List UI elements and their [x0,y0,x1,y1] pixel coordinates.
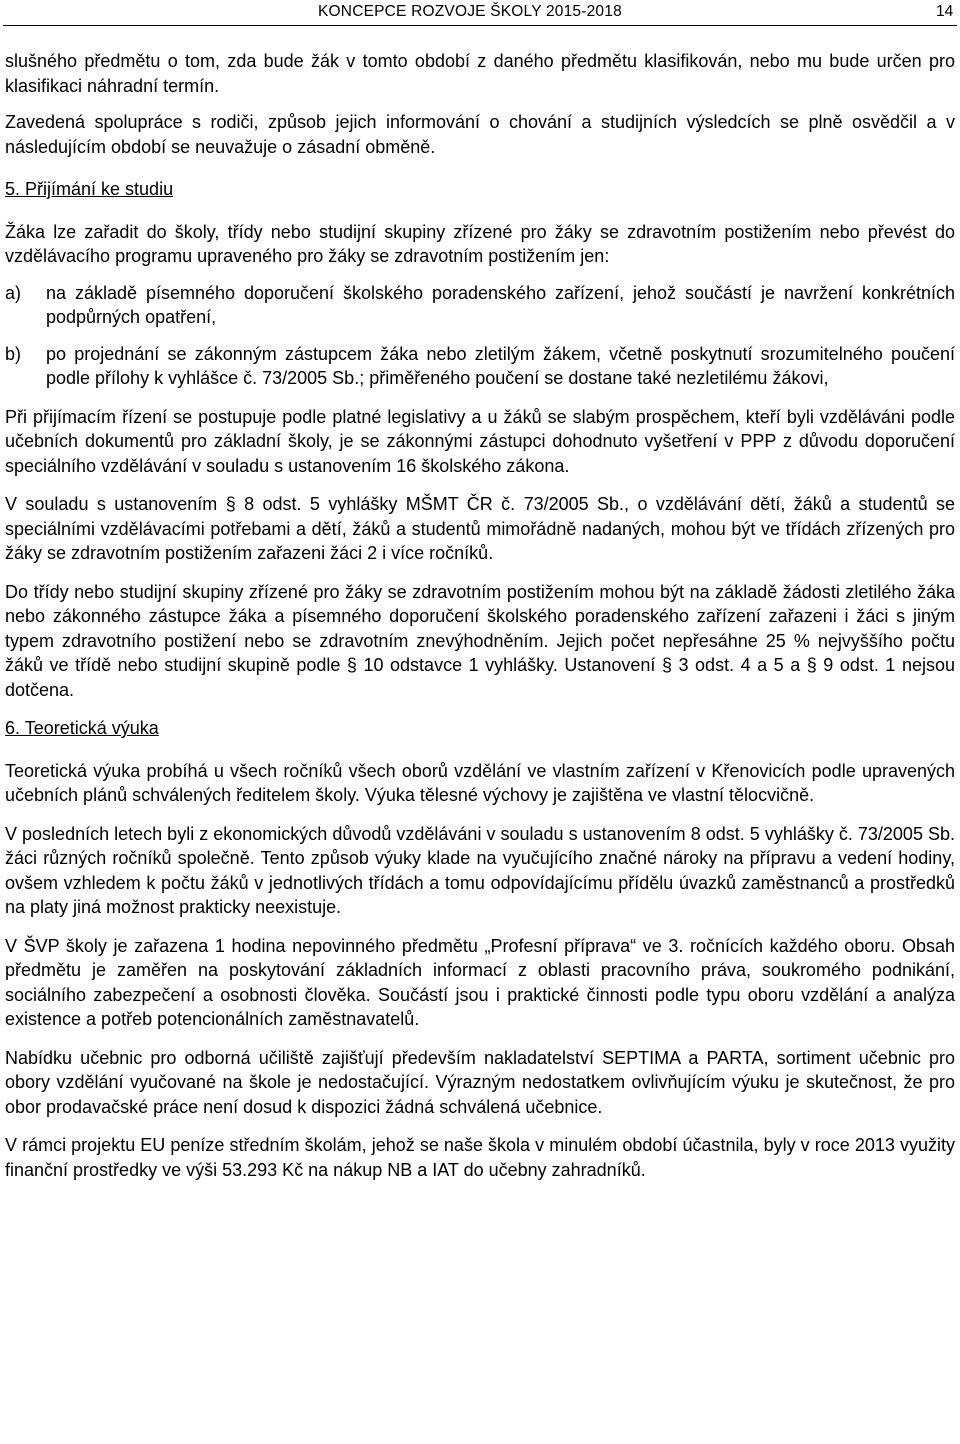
section-5-heading: 5. Přijímání ke studiu [5,179,174,199]
header-divider [3,25,957,26]
paragraph: Do třídy nebo studijní skupiny zřízené pro žáky se zdravotním postižením mohou být na základě žádosti zletilého žáka nebo zákonného zástupce žáka a písemného doporučení školského poradenského zařízení zařazeni i žáci s jiným typem zdravotního postižení nebo se zdravotním znevýhodněním. Jejich počet nepřesáhne 25 % nejvyššího počtu žáků ve třídě nebo studijní skupině podle § 10 odstavce 1 vyhlášky. Ustanovení § 3 odst. 4 a 5 a § 9 odst. 1 nejsou dotčena. [5,581,955,700]
page-number: 14 [936,3,954,20]
paragraph: V posledních letech byli z ekonomických důvodů vzděláváni v souladu s ustanovením 8 odst. 5 vyhlášky č. 73/2005 Sb. žáci různých ročníků společně. Tento způsob výuky klade na vyučujícího značné nároky na přípravu a vedení hodiny, ovšem vzhledem k počtu žáků v jednotlivých třídách a tomu odpovídajícímu přídělu úvazků zaměstnanců a prostředků na platy jiná možnost prakticky neexistuje. [5,823,955,917]
paragraph: V souladu s ustanovením § 8 odst. 5 vyhlášky MŠMT ČR č. 73/2005 Sb., o vzdělávání dětí, žáků a studentů se speciálními vzdělávacími potřebami a dětí, žáků a studentů mimořádně nadaných, mohou být ve třídách zřízených pro žáky se zdravotním postižením zařazeni žáci 2 i více ročníků. [5,494,955,563]
paragraph: slušného předmětu o tom, zda bude žák v tomto období z daného předmětu klasifikován, nebo mu bude určen pro klasifikaci náhradní termín. [5,51,955,96]
paragraph: Žáka lze zařadit do školy, třídy nebo studijní skupiny zřízené pro žáky se zdravotním postižením nebo převést do vzdělávacího programu upraveného pro žáky se zdravotním postižením jen: [5,221,955,266]
paragraph: Při přijímacím řízení se postupuje podle platné legislativy a u žáků se slabým prospěchem, kteří byli vzděláváni podle učebních dokumentů pro základní školy, je se zákonnými zástupci dohodnuto vyšetření v PPP z důvodu doporučení speciálního vzdělávání v souladu s ustanovením 16 školského zákona. [5,406,955,476]
list-item-text: po projednání se zákonným zástupcem žáka nebo zletilým žákem, včetně poskytnutí srozumitelného poučení podle přílohy k vyhlášce č. 73/2005 Sb.; přiměřeného poučení se dostane také nezletilému žákovi, [46,343,955,388]
list-marker: b) [5,343,22,364]
document-body [5,49,955,1182]
paragraph: Teoretická výuka probíhá u všech ročníků všech oborů vzdělání ve vlastním zařízení v Křenovicích podle upravených učebních plánů schválených ředitelem školy. Výuka tělesné výchovy je zajištěna ve vlastní tělocvičně. [5,760,955,805]
page-header [0,0,960,24]
header-title: KONCEPCE ROZVOJE ŠKOLY 2015-2018 [318,3,622,20]
paragraph: V ŠVP školy je zařazena 1 hodina nepovinného předmětu „Profesní příprava“ ve 3. ročnících každého oboru. Obsah předmětu je zaměřen na poskytování základních informací z oblasti pracovního práva, soukromého podnikání, sociálního zabezpečení a osobnosti člověka. Součástí jsou i praktické činnosti podle typu oboru vzdělání a analýza existence a potřeb potencionálních zaměstnavatelů. [5,935,955,1029]
list-marker: a) [5,282,22,303]
paragraph: Zavedená spolupráce s rodiči, způsob jejich informování o chování a studijních výsledcích se plně osvědčil a v následujícím období se neuvažuje o zásadní obměně. [5,112,955,157]
list-item-b [5,342,955,391]
list-item-text: na základě písemného doporučení školského poradenského zařízení, jehož součástí je navržení konkrétních podpůrných opatření, [46,282,955,327]
section-6-heading: 6. Teoretická výuka [5,718,159,738]
paragraph: Nabídku učebnic pro odborná učiliště zajišťují především nakladatelství SEPTIMA a PARTA, sortiment učebnic pro obory vzdělání vyučované na škole je nedostačující. Výrazným nedostatkem ovlivňujícím výuku je skutečnost, že pro obor prodavačské práce není dosud k dispozici žádná schválená učebnice. [5,1047,955,1117]
paragraph: V rámci projektu EU peníze středním školám, jehož se naše škola v minulém období účastnila, byly v roce 2013 využity finanční prostředky ve výši 53.293 Kč na nákup NB a IAT do učebny zahradníků. [5,1135,955,1180]
list-item-a [5,281,955,330]
